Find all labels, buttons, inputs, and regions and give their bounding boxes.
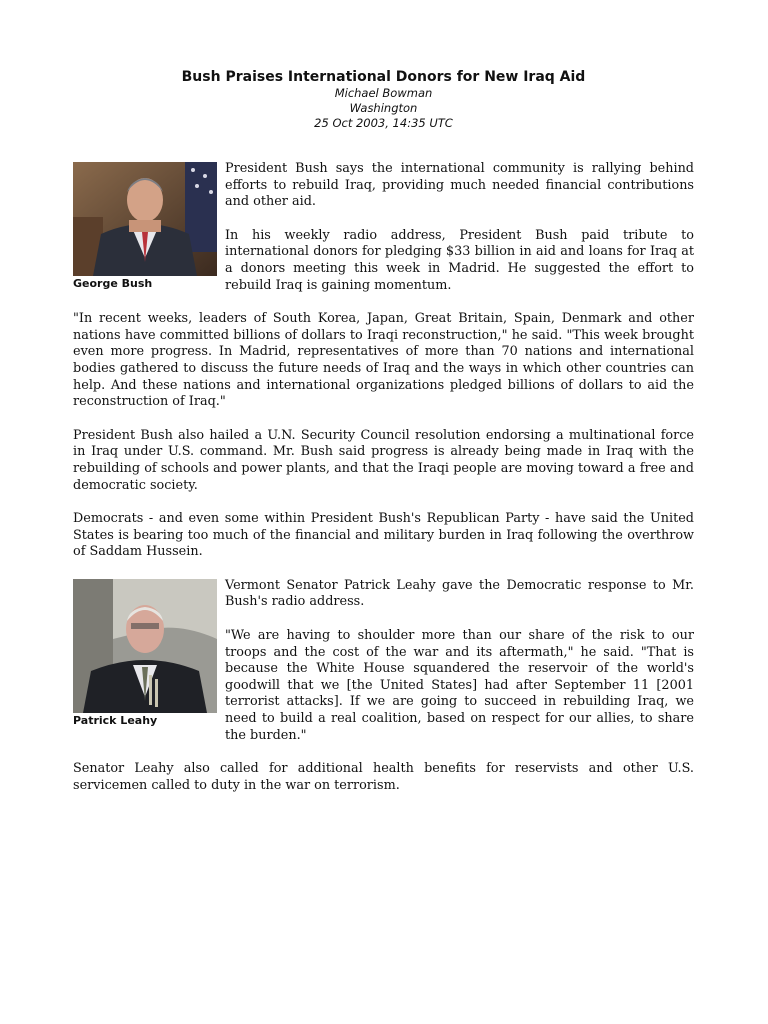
figure-george-bush <box>73 162 217 291</box>
article-title: Bush Praises International Donors for New Iraq Aid <box>181 69 586 85</box>
photo-patrick-leahy <box>73 579 217 713</box>
section-leahy <box>73 578 694 761</box>
article-header <box>73 68 694 131</box>
paragraph-3: "In recent weeks, leaders of South Korea, Japan, Great Britain, Spain, Denmark and other nations have committed billions of dollars to Iraqi reconstruction," he said. "This week brought even more progress. In Madrid, representatives of more than 70 nations and international bodies gathered to discuss the future needs of Iraq and the ways in which other countries can help. And these nations and international organizations pledged billions of dollars to aid the reconstruction of Iraq." <box>73 311 694 410</box>
paragraph-6: Vermont Senator Patrick Leahy gave the Democratic response to Mr. Bush's radio address. <box>225 577 694 610</box>
article-location: Washington <box>349 101 418 115</box>
photo-george-bush <box>73 162 217 276</box>
paragraph-1: President Bush says the international community is rallying behind efforts to rebuild Iraq, providing much needed financial contributions and other aid. <box>225 161 694 210</box>
article-date: 25 Oct 2003, 14:35 UTC <box>314 116 453 130</box>
article-author: Michael Bowman <box>334 86 433 100</box>
article-page <box>73 68 694 811</box>
paragraph-2: In his weekly radio address, President Bush paid tribute to international donors for pledging $33 billion in aid and loans for Iraq at a donors meeting this week in Madrid. He suggested the effort to rebuild Iraq is gaining momentum. <box>225 227 694 293</box>
caption-george-bush: George Bush <box>73 277 153 290</box>
paragraph-7: "We are having to shoulder more than our share of the risk to our troops and the cost of the war and its aftermath," he said. "That is because the White House squandered the reservoir of the world's goodwill that we [the United States] had after September 11 [2001 terrorist attacks]. If we are going to succeed in rebuilding Iraq, we need to build a real coalition, based on respect for our allies, to share the burden." <box>225 628 694 743</box>
paragraph-4: President Bush also hailed a U.N. Security Council resolution endorsing a multinational force in Iraq under U.S. command. Mr. Bush said progress is already being made in Iraq with the rebuilding of schools and power plants, and that the Iraqi people are moving toward a free and democratic society. <box>73 427 694 493</box>
section-bush <box>73 161 694 311</box>
paragraph-8: Senator Leahy also called for additional health benefits for reservists and other U.S. servicemen called to duty in the war on terrorism. <box>73 761 694 793</box>
caption-patrick-leahy: Patrick Leahy <box>73 713 158 727</box>
figure-patrick-leahy <box>73 579 217 728</box>
paragraph-5: Democrats - and even some within President Bush's Republican Party - have said the United States is bearing too much of the financial and military burden in Iraq following the overthrow of Saddam Hussein. <box>73 511 694 560</box>
